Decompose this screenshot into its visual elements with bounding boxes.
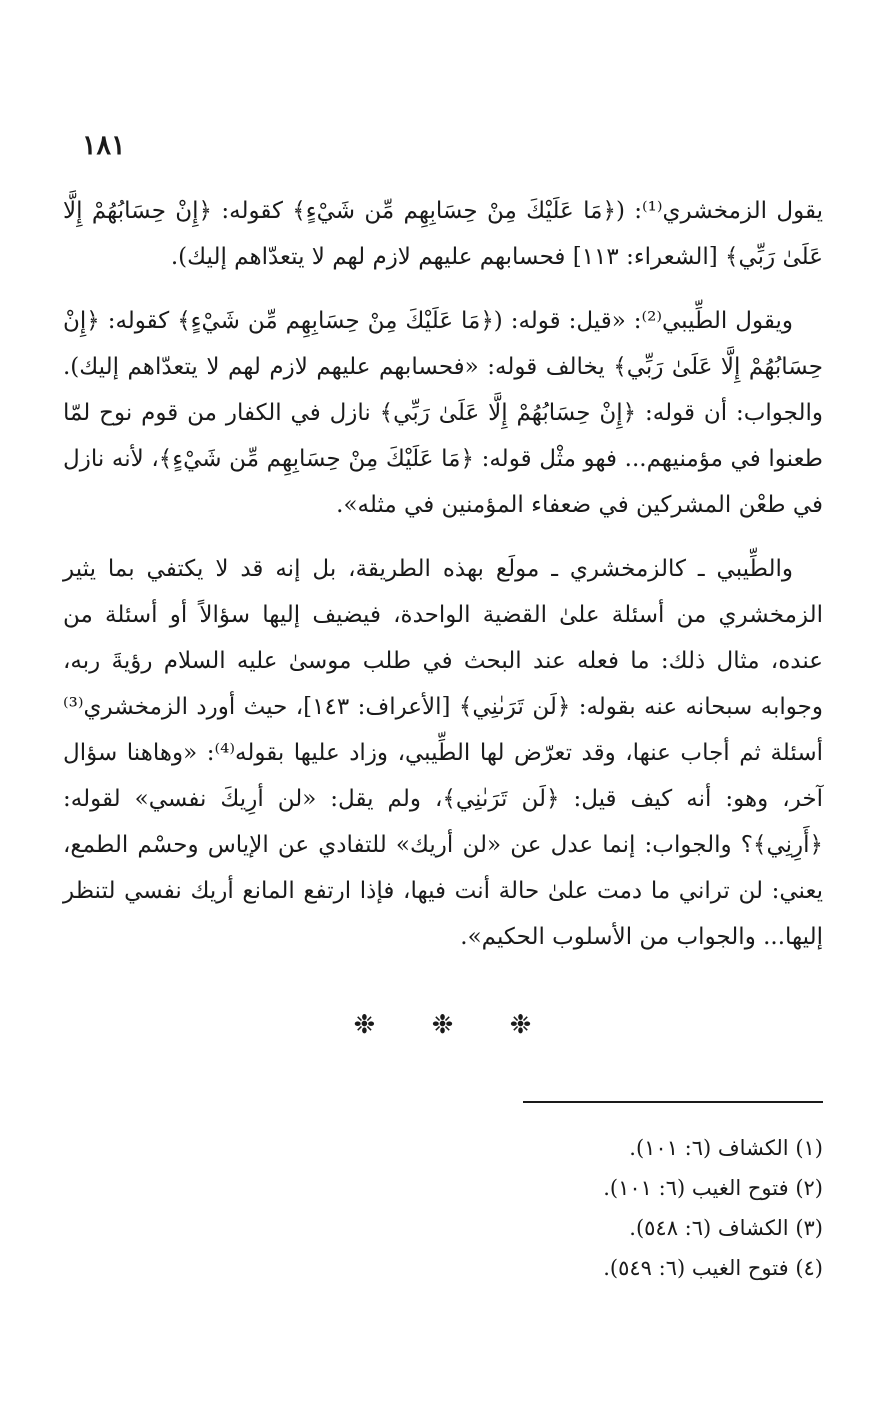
paragraph-1: يقول الزمخشري⁽¹⁾: (﴿مَا عَلَيْكَ مِنْ حِسَابِهِم مِّن شَيْءٍ﴾ كقوله: ﴿إِنْ حِسَابُهُمْ إِلَّا عَلَىٰ رَبِّي﴾ [الشعراء: ١١٣] فحسابهم عليهم لازم لهم لا يتعدّاهم إليك). (63, 198, 824, 270)
separator-star-icon: ❉ (509, 1010, 532, 1040)
footnote-divider (523, 1101, 823, 1103)
footnote-4: (٤) فتوح الغيب (٦: ٥٤٩). (603, 1256, 823, 1280)
main-text (63, 188, 823, 960)
page-number: ١٨١ (82, 130, 126, 161)
footnote-2: (٢) فتوح الغيب (٦: ١٠١). (603, 1176, 823, 1200)
paragraph-2: ويقول الطِّيبي⁽²⁾: «قيل: قوله: (﴿مَا عَلَيْكَ مِنْ حِسَابِهِم مِّن شَيْءٍ﴾ كقوله: ﴿إِنْ حِسَابُهُمْ إِلَّا عَلَىٰ رَبِّي﴾ يخالف قوله: «فحسابهم عليهم لازم لهم لا يتعدّاهم إليك). والجواب: أن قوله: ﴿إِنْ حِسَابُهُمْ إِلَّا عَلَىٰ رَبِّي﴾ نازل في الكفار من قوم نوح لمّا طعنوا في مؤمنيهم... فهو مثْل قوله: ﴿مَا عَلَيْكَ مِنْ حِسَابِهِم مِّن شَيْءٍ﴾، لأنه نازل في طعْن المشركين في ضعفاء المؤمنين في مثله». (63, 308, 823, 518)
footnotes (323, 1128, 823, 1288)
footnote-1: (١) الكشاف (٦: ١٠١). (629, 1136, 823, 1160)
paragraph-3: والطِّيبي ـ كالزمخشري ـ مولَع بهذه الطريقة، بل إنه قد لا يكتفي بما يثير الزمخشري من أسئلة علىٰ القضية الواحدة، فيضيف إليها سؤالاً أو أسئلة من عنده، مثال ذلك: ما فعله عند البحث في طلب موسىٰ عليه السلام رؤيةَ ربه، وجوابه سبحانه عنه بقوله: ﴿لَن تَرَىٰنِي﴾ [الأعراف: ١٤٣]، حيث أورد الزمخشري⁽³⁾ أسئلة ثم أجاب عنها، وقد تعرّض لها الطِّيبي، وزاد عليها بقوله⁽⁴⁾: «وهاهنا سؤال آخر، وهو: أنه كيف قيل: ﴿لَن تَرَىٰنِي﴾، ولم يقل: «لن أرِيكَ نفسي» لقوله: ﴿أَرِنِي﴾؟ والجواب: إنما عدل عن «لن أريك» للتفادي عن الإياس وحسْم الطمع، يعني: لن تراني ما دمت علىٰ حالة أنت فيها، فإذا ارتفع المانع أريك نفسي لتنظر إليها... والجواب من الأسلوب الحكيم». (63, 556, 824, 950)
section-separator (0, 1010, 885, 1040)
footnote-3: (٣) الكشاف (٦: ٥٤٨). (629, 1216, 823, 1240)
separator-star-icon: ❉ (353, 1010, 376, 1040)
separator-star-icon: ❉ (431, 1010, 454, 1040)
